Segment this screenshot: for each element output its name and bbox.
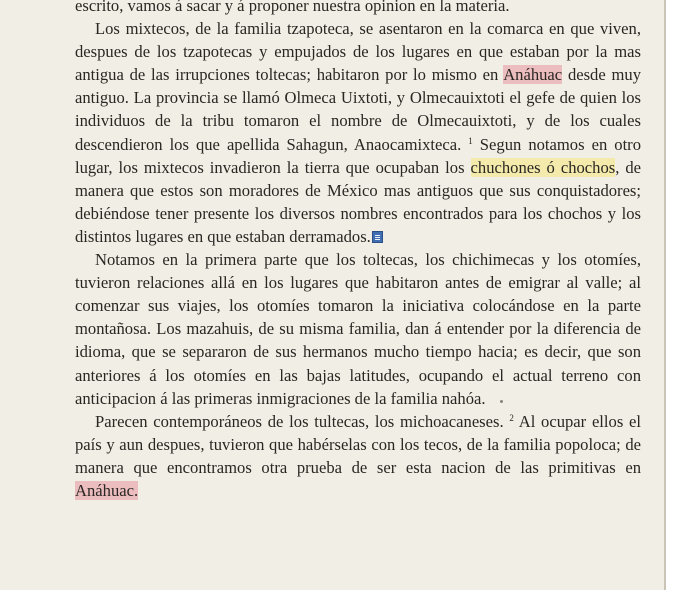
note-icon — [372, 231, 383, 243]
page-text — [75, 0, 641, 502]
text-run: Los mixtecos, de la familia tzapoteca, se asentaron en la comarca en que viven, despues de los tzapotecas y empujados de los lugares en que estaban por la mas antigua de las irrupciones toltecas; habitaron por lo mismo en — [75, 19, 641, 85]
text-run: desde muy antiguo. La provincia se llamó Olmeca Uixtoti, y Olmecauixtoti el gefe de quien los individuos de la tribu tomaron el nombre de Olmecauixtoti, y de los cuales descendieron los que apellida Sahagun, Anaocamixteca. — [75, 65, 641, 154]
paragraph — [75, 248, 641, 410]
paragraph — [75, 410, 641, 502]
page-edge — [666, 0, 683, 590]
paragraph — [75, 17, 641, 248]
highlighted-term: Anáhuac. — [75, 480, 139, 500]
highlighted-term: Anáhuac — [503, 65, 563, 85]
footnote-marker: 1 — [468, 135, 473, 146]
highlighted-phrase: chuchones ó chochos — [470, 157, 616, 177]
text-run: Segun notamos en otro lugar, los mixtecos invadieron la tierra que ocupaban los — [75, 134, 642, 177]
stray-mark — [500, 400, 503, 403]
text-run: Parecen contemporáneos de los tultecas, los michoacaneses. — [95, 411, 510, 431]
footnote-marker: 2 — [509, 412, 514, 423]
text-run: escrito, vamos á sacar y á proponer nuestra opinion en la materia. — [75, 0, 510, 15]
paragraph — [75, 0, 641, 17]
text-run: Al ocupar ellos el país y aun despues, tuvieron que habérselas con los tecos, de la familia popoloca; de manera que encontramos otra prueba de ser esta nacion de las primitivas en — [75, 411, 642, 477]
text-run: Notamos en la primera parte que los toltecas, los chichimecas y los otomíes, tuvieron relaciones allá en los lugares que habitaron antes de emigrar al valle; al comenzar sus viajes, los otomíes tomaron la iniciativa colocándose en la parte montañosa. Los mazahuis, de su misma familia, dan á entender por la diferencia de idioma, que se separaron de sus hermanos mucho tiempo hacia; es decir, que son anteriores á los otomíes en las bajas latitudes, ocupando el actual terreno con anticipacion á las primeras inmigraciones de la familia nahóa. — [75, 250, 641, 408]
text-run: , de manera que estos son moradores de México mas antiguos que sus conquistadores; debiéndose tener presente los diversos nombres encontrados para los chochos y los distintos lugares en que estaban derramados. — [75, 157, 641, 246]
